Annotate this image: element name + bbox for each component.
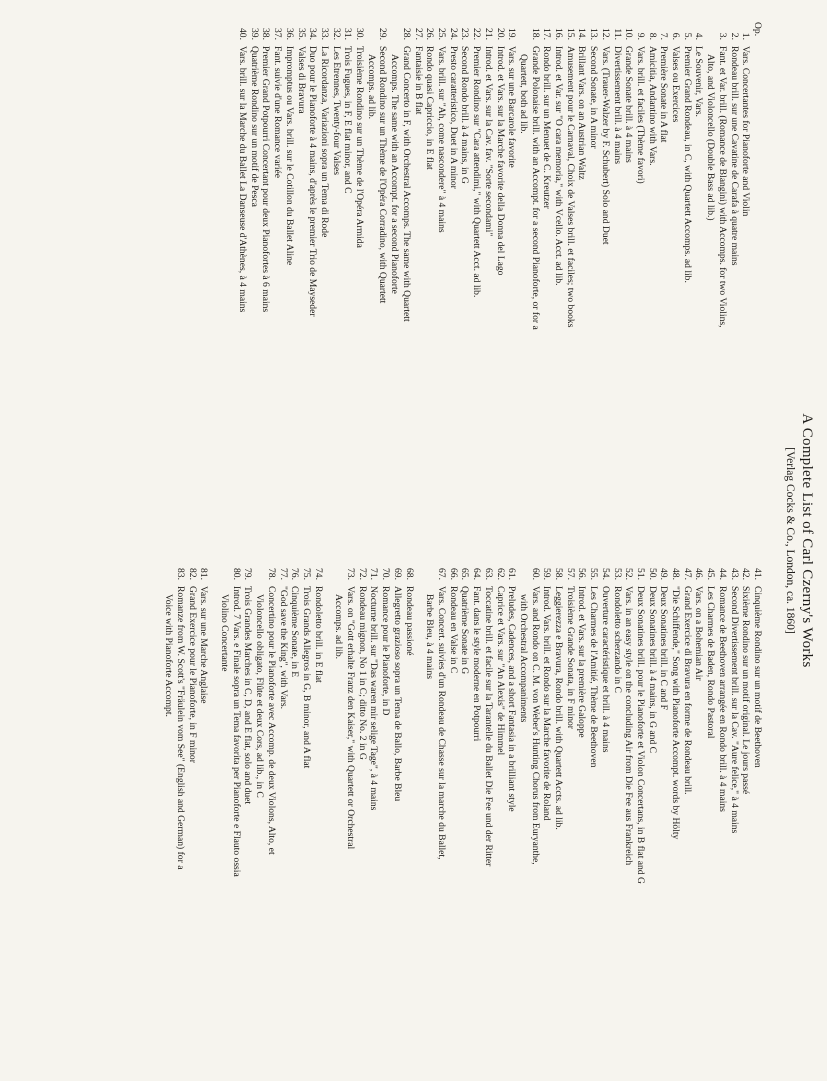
opus-number: 22. — [471, 28, 483, 40]
opus-number: 68. — [403, 568, 415, 580]
work-title: Premier Grand Potpourri Concertant pour deux Pianofortes à 6 mains — [260, 46, 272, 313]
work-title: Fant. dans le style moderne en Potpourri — [471, 586, 483, 742]
opus-number: 4. — [693, 32, 705, 40]
opus-number: 1. — [740, 32, 752, 40]
work-title: Ouverture caractéristique et brill. à 4 mains — [599, 586, 611, 753]
work-entry — [277, 556, 289, 1070]
work-entry — [424, 16, 436, 544]
opus-number: 6. — [670, 32, 682, 40]
work-title: Troisième Rondino sur un Thème de l'Opéra Armida — [354, 46, 366, 248]
opus-number: 23. — [459, 28, 471, 40]
opus-number: 53. — [611, 568, 623, 580]
opus-number: 44. — [716, 568, 728, 580]
opus-number: 30. — [354, 28, 366, 40]
work-entry — [248, 16, 260, 544]
work-title: Vars. sur une Barcarole favorite — [506, 46, 518, 168]
work-title: Preludes, Cadences, and a short Fantasia in a brilliant style — [506, 586, 518, 812]
work-entry — [380, 556, 392, 1070]
opus-number: 15. — [564, 28, 576, 40]
opus-number: 69. — [391, 568, 403, 580]
work-entry — [447, 16, 459, 544]
work-entry — [312, 556, 324, 1070]
work-title: Rondeau mignon, No 1 in C; ditto No. 2 in G — [356, 586, 368, 760]
work-entry — [681, 556, 693, 1070]
work-title: Troisième Grande Sonata, in F minor — [564, 586, 576, 730]
work-entry — [470, 16, 482, 544]
work-title: Toccatine brill. et facile sur la Tarantelle du Ballet Die Fee und der Ritter — [482, 586, 494, 867]
opus-number: 77. — [277, 568, 289, 580]
opus-number: 67. — [436, 568, 448, 580]
opus-number: 52. — [623, 568, 635, 580]
work-entry — [740, 16, 752, 544]
work-title: Vars. and Rondo on C. M. von Weber's Hunting Chorus from Euryanthe, — [529, 586, 541, 865]
work-title: Vars. on "Gott erhalte Franz den Kaiser," with Quartett or Orchestral — [345, 586, 357, 850]
work-entry — [260, 16, 272, 544]
work-entry-continuation — [163, 556, 175, 1070]
work-title: Vars. sur une Marche Anglaise — [198, 586, 210, 704]
work-entry — [342, 16, 354, 544]
work-title: Introd. et Vars. sur la Cav. fav. "Sorte secondami" — [482, 46, 494, 237]
work-entry-continuation — [333, 556, 345, 1070]
work-entry — [751, 556, 763, 1070]
opus-number: 12. — [599, 28, 611, 40]
work-entry — [693, 16, 705, 544]
work-title: Vars. Concert. suivies d'un Rondeau de Chasse sur la marche du Ballet, — [436, 586, 448, 860]
work-title: Le Souvenir, Vars. — [693, 46, 705, 117]
work-title: Grand Exercice di Bravura en forme de Rondeau brill. — [681, 586, 693, 795]
work-title: Vars. Concertantes for Pianoforte and Violin — [740, 46, 752, 217]
opus-number: 36. — [283, 28, 295, 40]
work-title: Trois Fugues, in F, E flat minor, and C — [342, 46, 354, 194]
work-title: Fant. suivie d'une Romance variée — [272, 46, 284, 179]
work-entry — [552, 16, 564, 544]
work-entry-continuation — [389, 16, 401, 544]
work-entry — [353, 16, 365, 544]
work-entry — [289, 556, 301, 1070]
work-entry-continuation — [253, 556, 265, 1070]
work-entry — [564, 556, 576, 1070]
work-entry — [283, 16, 295, 544]
work-title: Brillant Vars. on an Austrian Waltz — [576, 46, 588, 180]
work-entry — [611, 556, 623, 1070]
work-entry — [728, 16, 740, 544]
opus-number: 33. — [318, 28, 330, 40]
work-title: Trois Grands Allegros in G, B minor, and A flat — [300, 586, 312, 769]
work-title: Introd. et Var. sur "O cara memoria," with Vcello. Acct. ad lib. — [553, 46, 565, 286]
opus-number — [365, 16, 377, 46]
opus-number — [424, 556, 436, 586]
work-entry — [435, 556, 447, 1070]
work-entry — [599, 16, 611, 544]
work-entry — [447, 556, 459, 1070]
heading — [784, 0, 815, 1081]
opus-number: 35. — [295, 28, 307, 40]
work-entry — [344, 556, 356, 1070]
opus-number: 19. — [506, 28, 518, 40]
work-entry — [669, 556, 681, 1070]
work-title: Concertino pour le Pianoforte avec Accomp. de deux Violons, Alto, et — [265, 586, 277, 855]
work-title: Fant. et Var. brill. (Romance de Blangini) with Accomps. for two Violins, — [716, 46, 728, 328]
work-entry — [587, 556, 599, 1070]
work-title: Valses di Bravura — [295, 46, 307, 114]
opus-number: 27. — [412, 28, 424, 40]
work-entry — [330, 16, 342, 544]
opus-number: 20. — [494, 28, 506, 40]
opus-number: 41. — [752, 568, 763, 580]
work-title: Premier Grand Rondeau, in C, with Quartett Accomps. ad lib. — [681, 46, 693, 283]
work-title: Barbe Bleu, à 4 mains — [424, 594, 436, 679]
work-entry — [693, 556, 705, 1070]
opus-number — [389, 16, 401, 46]
opus-number: 21. — [482, 28, 494, 40]
opus-number: 64. — [471, 568, 483, 580]
work-entry — [198, 556, 210, 1070]
work-entry — [318, 16, 330, 544]
opus-number: 7. — [658, 32, 670, 40]
work-entry — [435, 16, 447, 544]
work-title: Violoncello obligato, Flûte et deux Cors, ad lib., in C — [254, 594, 266, 798]
work-title: Nocturne brill. sur "Das waren mir selige Tage", à 4 mains — [368, 586, 380, 811]
work-title: Romance pour le Pianoforte, in D — [380, 586, 392, 716]
work-entry-continuation — [424, 556, 436, 1070]
work-entry — [230, 556, 242, 1070]
opus-number: 72. — [356, 568, 368, 580]
opus-number: 74. — [312, 568, 324, 580]
work-entry — [265, 556, 277, 1070]
work-entry-continuation — [517, 556, 529, 1070]
work-title: Les Charmes de Baden, Rondo Pastoral — [705, 586, 717, 739]
work-title: Rondeau brill. sur une Cavatine de Carafa à quatre mains — [728, 46, 740, 266]
work-entry — [529, 16, 541, 544]
work-entry — [611, 16, 623, 544]
work-title: Deux Sonatines brill. in C and F — [658, 586, 670, 710]
work-entry — [623, 16, 635, 544]
work-entry — [728, 556, 740, 1070]
opus-number: 73. — [345, 568, 357, 580]
opus-number: 66. — [447, 568, 459, 580]
work-title: Vars. (Trauer-Walzer by F. Schubert) Solo and Duet — [599, 46, 611, 245]
work-entry — [506, 16, 518, 544]
opus-number: 29. — [377, 28, 389, 40]
work-entry — [623, 556, 635, 1070]
work-entry — [506, 556, 518, 1070]
opus-number: 28. — [400, 28, 412, 40]
opus-number: 49. — [658, 568, 670, 580]
work-title: Deux Sonatines brill. pour le Pianoforte et Violon Concertans, in B flat and G — [634, 586, 646, 884]
work-title: "Die Schiffende," Song with Pianoforte Accompt. words by Hölty — [670, 586, 682, 840]
work-entry-continuation — [517, 16, 529, 544]
opus-number: 10. — [623, 28, 635, 40]
opus-number: 63. — [482, 568, 494, 580]
opus-number: 54. — [599, 568, 611, 580]
work-title: Romance de Beethoven arrangée en Rondo brill. à 4 mains — [716, 586, 728, 812]
work-entry-continuation — [704, 16, 716, 544]
opus-number: 65. — [459, 568, 471, 580]
work-entry — [541, 16, 553, 544]
work-title: Vars. in an easy style on the concluding Air from Die Fee aus Frankreich — [623, 586, 635, 866]
work-title: Premier Rondino sur "Cara attendimi," with Quartett Acct. ad lib. — [471, 46, 483, 298]
work-title: Sixième Rondino sur un motif original. Le jours passé — [740, 586, 752, 795]
work-title: Second Divertissement brill. sur la Cav. "Aure felice," à 4 mains — [728, 586, 740, 834]
work-entry — [646, 16, 658, 544]
work-entry — [716, 16, 728, 544]
work-title: Grand Concerto in F, with Orchestral Accomps. The same with Quartett — [400, 46, 412, 322]
opus-number: 9. — [634, 32, 646, 40]
work-title: Accomps. ad lib. — [365, 54, 377, 120]
work-title: Cinquième Sonate, in E — [289, 586, 301, 678]
opus-number: 76. — [289, 568, 301, 580]
work-title: Grande Sonate brill. à 4 mains — [623, 46, 635, 163]
work-title: Les Etrennes, Twenty-four Valses — [330, 46, 342, 175]
opus-number: 25. — [436, 28, 448, 40]
opus-number: 11. — [611, 28, 623, 40]
work-entry — [300, 556, 312, 1070]
work-title: Impromptus ou Vars. brill. sur le Cotillon du Ballet Aline — [283, 46, 295, 266]
opus-number — [517, 16, 529, 46]
opus-number: 14. — [576, 28, 588, 40]
opus-number: 2. — [728, 32, 740, 40]
opus-number: 57. — [564, 568, 576, 580]
work-entry — [459, 16, 471, 544]
work-entry — [307, 16, 319, 544]
work-entry — [242, 556, 254, 1070]
work-title: Valses ou Exercices — [670, 46, 682, 123]
opus-number: 48. — [670, 568, 682, 580]
work-title: Les Charmes de l'Amitié, Thème de Beethoven — [588, 586, 600, 768]
work-entry — [403, 556, 415, 1070]
work-title: Violino Concertante — [219, 594, 231, 672]
work-entry — [368, 556, 380, 1070]
document-title: A Complete List of Carl Czerny's Works — [799, 413, 815, 668]
work-title: Quartett, both ad lib. — [517, 54, 529, 134]
opus-number: 31. — [342, 28, 354, 40]
work-title: Accomps. The same with an Accompt. for a second Pianoforte — [389, 54, 401, 294]
work-title: La Ricordanza, Variazioni sopra un Tema di Rode — [318, 46, 330, 238]
opus-number: 42. — [740, 568, 752, 580]
opus-number — [163, 556, 175, 586]
work-title: Vars. on a Bohemian Air — [693, 586, 705, 681]
opus-number — [704, 16, 716, 46]
work-title: "God save the King", with Vars. — [277, 586, 289, 710]
work-entry — [400, 16, 412, 544]
work-title: Duo pour le Pianoforte à 4 mains, d'après le premier Trio de Mayseder — [307, 46, 319, 317]
opus-number: 16. — [553, 28, 565, 40]
work-title: Deux Sonatines brill. à 4 mains, in G and C — [646, 586, 658, 754]
opus-number: 24. — [447, 28, 459, 40]
work-title: Quatrième Sonate in G — [459, 586, 471, 675]
work-title: Rondo brill. sur un Menuet de C. Kreutzer — [541, 46, 553, 209]
work-entry — [681, 16, 693, 544]
work-entry — [494, 556, 506, 1070]
work-title: Rondoletto brill. in E flat — [312, 586, 324, 683]
work-title: Introd. et Vars. sur la première Galoppe — [576, 586, 588, 738]
work-title: Romanze from W. Scott's "Fräulein vom See" (English and German) for a — [174, 586, 186, 870]
opus-number: 56. — [576, 568, 588, 580]
work-entry — [391, 556, 403, 1070]
works-column-left — [236, 16, 763, 544]
opus-number: 55. — [588, 568, 600, 580]
work-title: Quatrième Rondino sur un motif de Pesca — [248, 46, 260, 207]
work-entry — [646, 556, 658, 1070]
works-column-right — [163, 556, 763, 1070]
work-entry — [186, 556, 198, 1070]
opus-number: 5. — [681, 32, 693, 40]
work-entry — [482, 556, 494, 1070]
work-entry — [552, 556, 564, 1070]
opus-number: 40. — [237, 28, 249, 40]
work-entry — [716, 556, 728, 1070]
work-entry — [576, 556, 588, 1070]
opus-number: 62. — [494, 568, 506, 580]
work-title: Rondoletto scherzando in C — [611, 586, 623, 693]
opus-number: 17. — [541, 28, 553, 40]
work-entry — [482, 16, 494, 544]
opus-number: 71. — [368, 568, 380, 580]
work-entry — [599, 556, 611, 1070]
work-title: Allegretto grazioso sopra un Tema de Ballo, Barbe Bleu — [391, 586, 403, 802]
work-title: with Orchestral Accompaniments — [517, 594, 529, 723]
opus-number: 18. — [529, 28, 541, 40]
opus-number: 38. — [260, 28, 272, 40]
work-title: Second Rondino sur un Thème de l'Opéra Corradino, with Quartett — [377, 46, 389, 304]
work-entry — [658, 16, 670, 544]
opus-number: 32. — [330, 28, 342, 40]
opus-number: 82. — [186, 568, 198, 580]
work-title: Second Rondo brill. à 4 mains, in G — [459, 46, 471, 184]
work-entry-continuation — [365, 16, 377, 544]
opus-number: 26. — [424, 28, 436, 40]
work-entry — [658, 556, 670, 1070]
opus-number: 50. — [646, 568, 658, 580]
opus-number: 3. — [716, 32, 728, 40]
work-title: Fantaisie in B flat — [412, 46, 424, 115]
opus-number: 80. — [230, 568, 242, 580]
work-entry — [377, 16, 389, 544]
work-entry — [494, 16, 506, 544]
work-title: Rondeau en Valse in C — [447, 586, 459, 674]
work-title: Alto, and Violoncello (Double Bass ad lib.) — [705, 54, 717, 221]
work-title: Leggierezza e Bravura, Rondo brill. with Quartett Accts. ad lib. — [553, 586, 565, 830]
work-entry — [704, 556, 716, 1070]
opus-column-label: Op. — [752, 22, 763, 37]
opus-number: 13. — [588, 28, 600, 40]
work-title: Voice with Pianoforte Accompt. — [163, 594, 175, 717]
work-title: Caprice et Vars. sur "An Alexis" de Himmel — [494, 586, 506, 756]
opus-number: 70. — [380, 568, 392, 580]
work-title: Première Sonate in A flat — [658, 46, 670, 143]
work-entry-continuation — [218, 556, 230, 1070]
opus-number — [517, 556, 529, 586]
work-entry — [634, 556, 646, 1070]
work-entry — [587, 16, 599, 544]
opus-number: 60. — [529, 568, 541, 580]
work-title: Rondo quasi Capriccio, in E flat — [424, 46, 436, 170]
opus-number: 8. — [646, 32, 658, 40]
work-title: Vars. brill. sur "Ah, come nascondere" à 4 mains — [436, 46, 448, 233]
work-entry — [564, 16, 576, 544]
work-entry — [459, 556, 471, 1070]
work-title: Introd. 7 Vars. e Finale sopra un Tema favorita per Pianoforte e Flauto ossia — [230, 586, 242, 877]
work-entry — [576, 16, 588, 544]
opus-number: 37. — [272, 28, 284, 40]
opus-number: 46. — [693, 568, 705, 580]
work-entry — [529, 556, 541, 1070]
work-entry — [634, 16, 646, 544]
work-title: Grande Polonaise brill. with an Accompt. for a second Pianoforte, or for a — [529, 46, 541, 330]
work-title: Grand Exercice pour le Pianoforte, in F minor — [186, 586, 198, 763]
opus-number — [333, 556, 345, 586]
work-entry — [236, 16, 248, 544]
work-entry — [174, 556, 186, 1070]
work-title: Cinquième Rondino sur un motif de Beethoven — [752, 586, 763, 768]
opus-number: 34. — [307, 28, 319, 40]
work-title: Amicitia, Andantino with Vars. — [646, 46, 658, 166]
opus-number: 51. — [634, 568, 646, 580]
opus-number: 47. — [681, 568, 693, 580]
work-entry — [356, 556, 368, 1070]
work-title: Presto caratteristico, Duet in A minor — [447, 46, 459, 189]
work-entry — [271, 16, 283, 544]
work-entry — [412, 16, 424, 544]
work-title: Accomps. ad lib. — [333, 594, 345, 660]
work-title: Introd. Vars. brill. et Rondo sur la Marche favorite de Roland — [541, 586, 553, 821]
work-title: Second Sonate, in A minor — [588, 46, 600, 149]
work-entry — [541, 556, 553, 1070]
opus-number: 58. — [553, 568, 565, 580]
opus-number: 78. — [265, 568, 277, 580]
opus-number: 59. — [541, 568, 553, 580]
opus-number: 75. — [300, 568, 312, 580]
work-title: Trois Grandes Marches in C, D, and E flat, solo and duet — [242, 586, 254, 805]
opus-number: 61. — [506, 568, 518, 580]
work-entry — [295, 16, 307, 544]
opus-number — [218, 556, 230, 586]
work-title: Rondeau passioné — [403, 586, 415, 656]
work-entry — [669, 16, 681, 544]
opus-number: 43. — [728, 568, 740, 580]
work-entry — [740, 556, 752, 1070]
work-title: Vars. brill. et faciles (Thème favori) — [634, 46, 646, 184]
work-title: Vars. brill. sur la Marche du Ballet La Danseuse d'Athènes, à 4 mains — [237, 46, 249, 313]
opus-number: 79. — [242, 568, 254, 580]
work-title: Amusement pour le Carnaval, Choix de Valses brill. et faciles; two books — [564, 46, 576, 328]
work-title: Divertissement brill. à 4 mains — [611, 46, 623, 165]
work-title: Introd. et Vars. sur la Marche favorite della Donna del Lago — [494, 46, 506, 276]
opus-number: 83. — [174, 568, 186, 580]
opus-number: 81. — [198, 568, 210, 580]
opus-number: 45. — [705, 568, 717, 580]
work-entry — [470, 556, 482, 1070]
opus-number — [253, 556, 265, 586]
document-subtitle: [Verlag Cocks & Co., London, ca. 1860] — [784, 447, 796, 634]
opus-number: 39. — [248, 28, 260, 40]
